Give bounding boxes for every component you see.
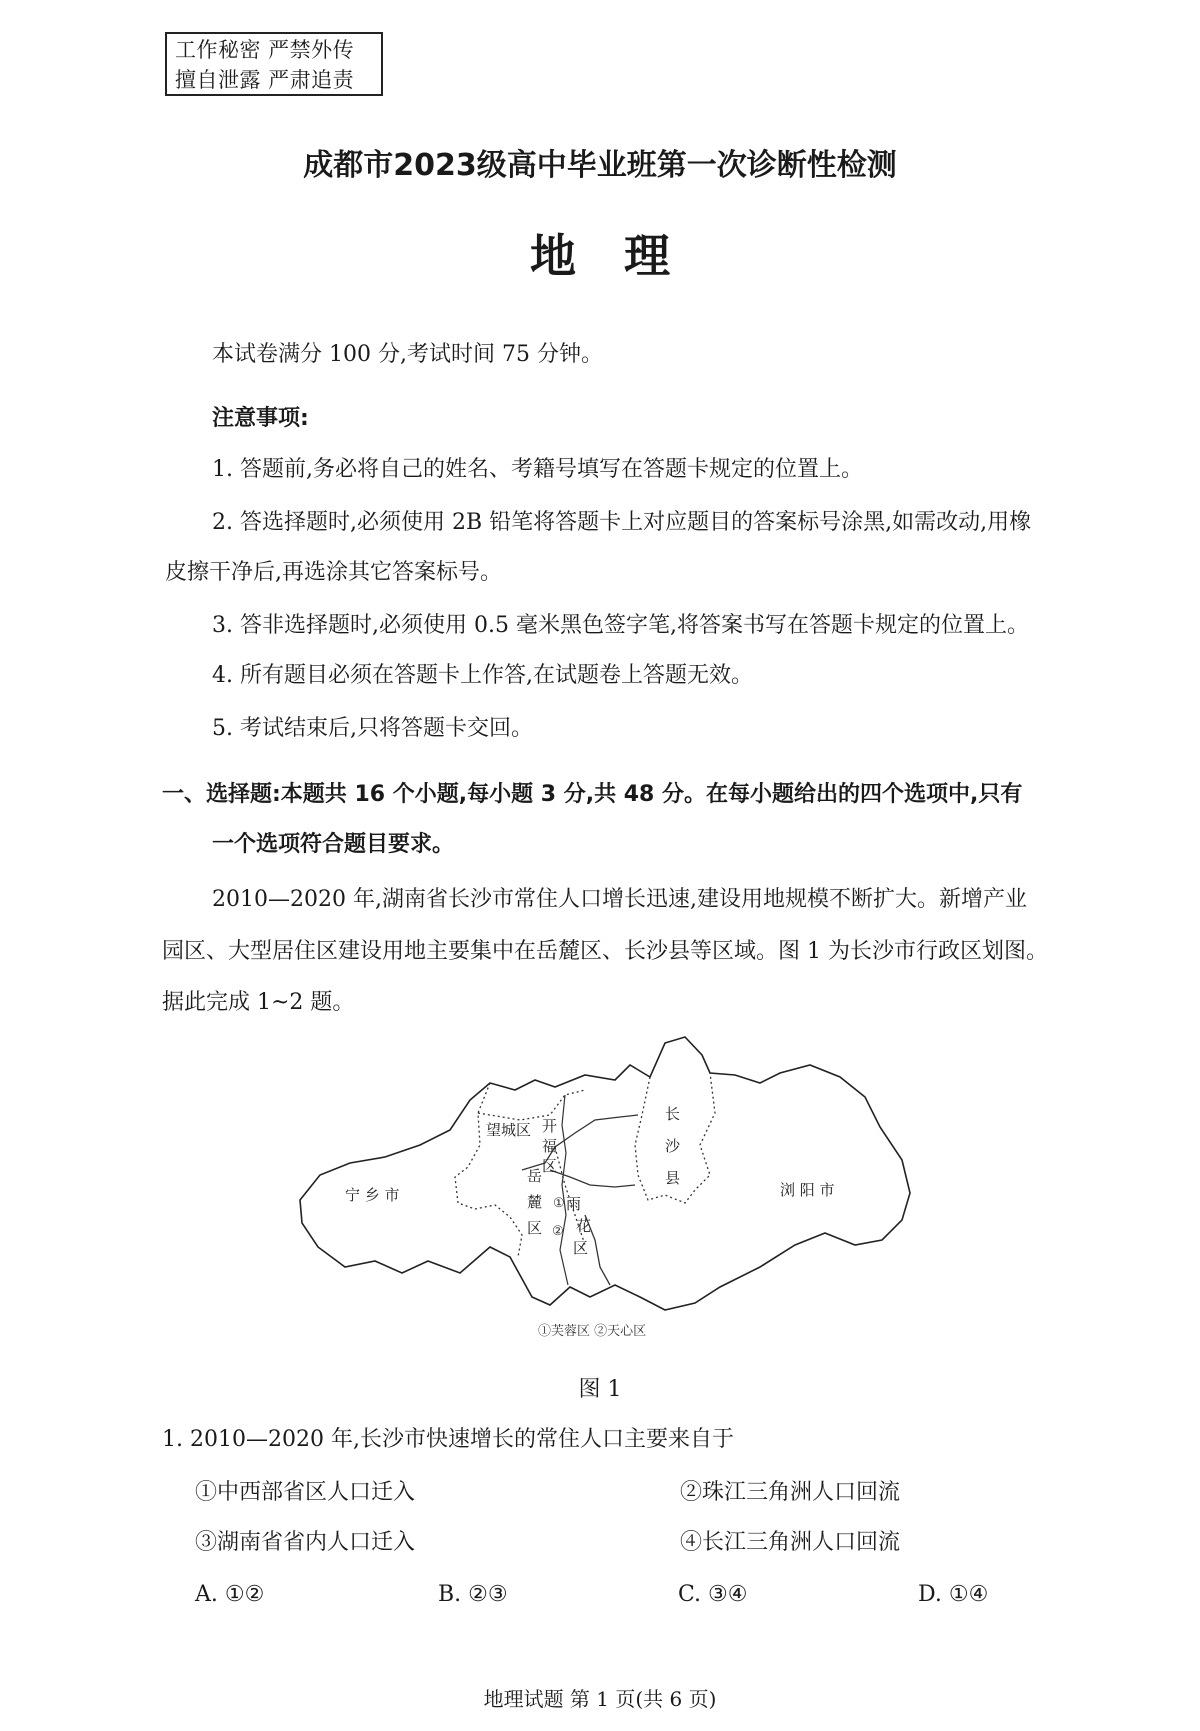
notes-heading: 注意事项:: [212, 406, 309, 431]
label-yuhua-3: 区: [573, 1239, 589, 1257]
question-1-item-3: ③湖南省省内人口迁入: [195, 1530, 416, 1555]
label-ningxiang: 宁 乡 市: [345, 1186, 400, 1204]
label-yuelu-1: 岳: [527, 1167, 543, 1185]
label-yuelu-3: 区: [527, 1219, 543, 1237]
section-heading-line-2: 一个选项符合题目要求。: [212, 832, 455, 857]
label-kaifu-1: 开: [542, 1117, 558, 1135]
subject-title: 地理: [530, 229, 718, 283]
label-circle-1: ①: [553, 1196, 565, 1211]
note-item-2: 2. 答选择题时,必须使用 2B 铅笔将答题卡上对应题目的答案标号涂黑,如需改动,用橡: [212, 510, 1032, 535]
label-changsha-2: 沙: [665, 1137, 681, 1155]
question-1-item-2: ②珠江三角洲人口回流: [680, 1480, 901, 1505]
label-liuyang: 浏 阳 市: [780, 1181, 835, 1199]
confidential-stamp: [165, 32, 383, 96]
label-kaifu-2: 福: [542, 1137, 558, 1155]
section-heading-line-1: 一、选择题:本题共 16 个小题,每小题 3 分,共 48 分。在每小题给出的四个选项中,只有: [162, 782, 1023, 807]
question-1-stem: 1. 2010—2020 年,长沙市快速增长的常住人口主要来自于: [162, 1427, 734, 1452]
question-1-item-4: ④长江三角洲人口回流: [680, 1530, 901, 1555]
note-item-2-cont: 皮擦干净后,再选涂其它答案标号。: [165, 560, 502, 585]
choice-b: B. ②③: [438, 1582, 508, 1607]
label-yuhua-2: 花: [576, 1217, 592, 1235]
map-legend: ①芙蓉区 ②天心区: [538, 1324, 647, 1339]
note-item-1: 1. 答题前,务必将自己的姓名、考籍号填写在答题卡规定的位置上。: [212, 457, 863, 482]
passage-line-1: 2010—2020 年,湖南省长沙市常住人口增长迅速,建设用地规模不断扩大。新增产业: [212, 887, 1027, 912]
district-border-west: [455, 1083, 522, 1257]
question-1-item-1: ①中西部省区人口迁入: [195, 1480, 416, 1505]
note-item-3: 3. 答非选择题时,必须使用 0.5 毫米黑色签字笔,将答案书写在答题卡规定的位置上。: [212, 613, 1029, 638]
changsha-district-map: [290, 1035, 920, 1355]
label-circle-2: ②: [552, 1224, 564, 1239]
choice-d: D. ①④: [918, 1582, 989, 1607]
label-kaifu-3: 区: [542, 1157, 558, 1175]
choice-c: C. ③④: [678, 1582, 748, 1607]
stamp-line-1: 工作秘密 严禁外传: [175, 38, 355, 62]
figure-caption: 图 1: [578, 1377, 622, 1402]
label-changsha-1: 长: [665, 1105, 681, 1123]
district-border-inner: [522, 1115, 638, 1170]
label-yuhua-1: 雨: [566, 1195, 582, 1213]
district-border-north: [478, 1090, 585, 1120]
intro-text: 本试卷满分 100 分,考试时间 75 分钟。: [212, 342, 603, 367]
passage-line-3: 据此完成 1~2 题。: [162, 990, 355, 1015]
note-item-5: 5. 考试结束后,只将答题卡交回。: [212, 716, 533, 741]
label-wangcheng: 望城区: [486, 1121, 532, 1139]
label-yuelu-2: 麓: [527, 1193, 543, 1211]
label-changsha-3: 县: [665, 1169, 681, 1187]
page-footer: 地理试题 第 1 页(共 6 页): [483, 1687, 717, 1711]
choice-a: A. ①②: [195, 1582, 265, 1607]
exam-title: 成都市2023级高中毕业班第一次诊断性检测: [303, 148, 897, 183]
note-item-4: 4. 所有题目必须在答题卡上作答,在试题卷上答题无效。: [212, 663, 753, 688]
map-outline: [300, 1037, 910, 1310]
river-line: [560, 1095, 568, 1285]
stamp-line-2: 擅自泄露 严肃追责: [175, 68, 355, 92]
passage-line-2: 园区、大型居住区建设用地主要集中在岳麓区、长沙县等区域。图 1 为长沙市行政区划图。: [162, 939, 1048, 964]
